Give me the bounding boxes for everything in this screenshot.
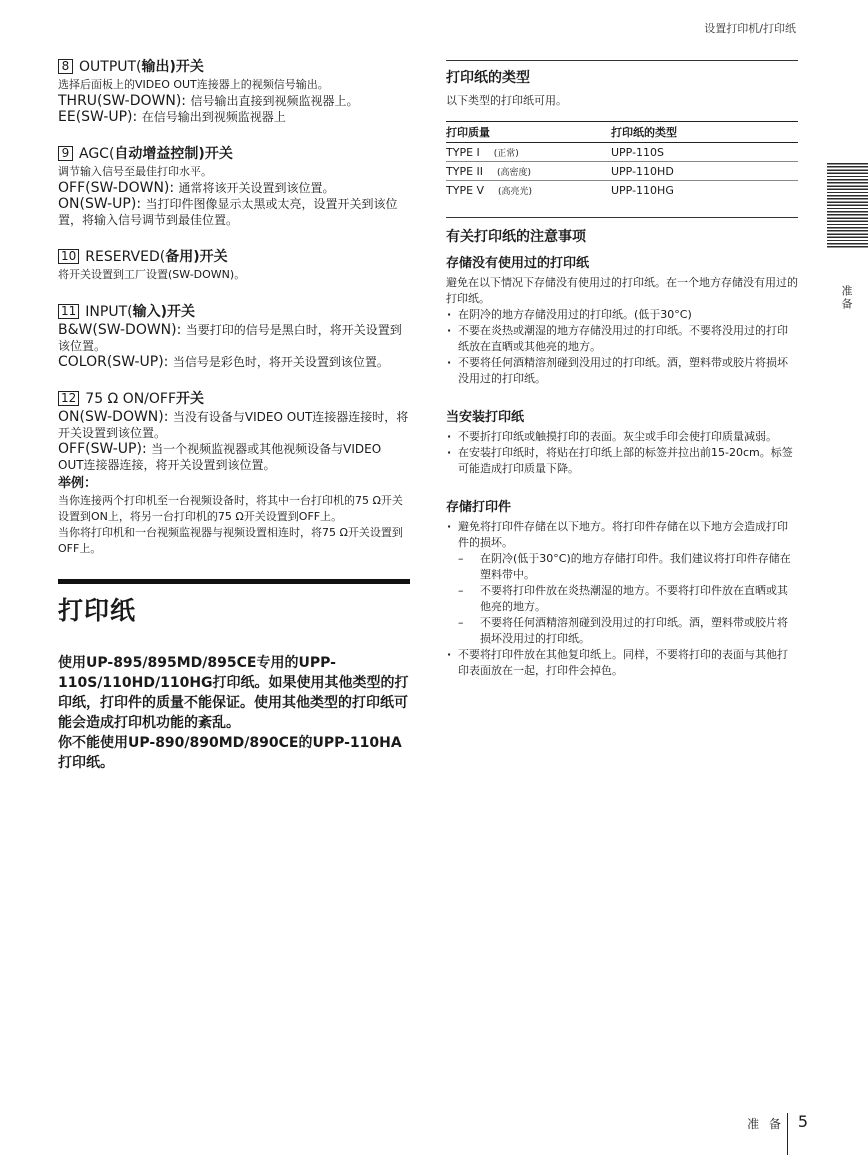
installing-section xyxy=(446,406,798,477)
switch-title: 11 INPUT(输入)开关 xyxy=(58,303,410,322)
item-number: 9 xyxy=(58,146,73,161)
list-item: · 不要在炎热或潮湿的地方存储没用过的打印纸。不要将没用过的打印纸放在直晒或其他亮的地方。 xyxy=(446,323,798,355)
item-number: 11 xyxy=(58,304,79,319)
switch-option: COLOR(SW-UP): 当信号是彩色时，将开关设置到该位置。 xyxy=(58,354,389,370)
switch-input xyxy=(58,303,410,370)
paper-types-table xyxy=(446,121,798,199)
list-item: · 在阴冷的地方存储没用过的打印纸。(低于30°C) xyxy=(446,307,798,323)
bullet-list xyxy=(446,307,798,387)
table-cell: TYPE II (高密度) xyxy=(446,162,611,181)
switch-title: 9 AGC(自动增益控制)开关 xyxy=(58,145,410,164)
example-text: 当你连接两个打印机至一台视频设备时，将其中一台打印机的75 Ω开关设置到ON上，将另一台打印机的75 Ω开关设置到OFF上。 xyxy=(58,494,403,523)
column-header: 打印纸的类型 xyxy=(611,122,798,143)
section-rule xyxy=(446,217,798,218)
switch-desc: 选择后面板上的VIDEO OUT连接器上的视频信号输出。 xyxy=(58,78,329,91)
side-tab-stripes xyxy=(827,163,868,248)
section-rule xyxy=(446,60,798,61)
subsection-desc: 避免在以下情况下存储没有使用过的打印纸。在一个地方存储没有用过的打印纸。 xyxy=(446,276,798,305)
switch-option: THRU(SW-DOWN): 信号输出直接到视频监视器上。 xyxy=(58,93,359,109)
running-header: 设置打印机/打印纸 xyxy=(704,22,796,35)
notes-title: 有关打印纸的注意事项 xyxy=(446,229,586,245)
switch-output xyxy=(58,58,410,125)
switch-option: OFF(SW-UP): 当一个视频监视器或其他视频设备与VIDEO OUT连接器连接，将开关设置到该位置。 xyxy=(58,441,382,472)
switch-name: OUTPUT( xyxy=(79,59,142,75)
switch-option: ON(SW-UP): 当打印件图像显示太黑或太亮，设置开关到该位置，将输入信号调节到最佳位置。 xyxy=(58,196,398,227)
switch-75ohm xyxy=(58,390,410,557)
footer-divider xyxy=(787,1113,788,1155)
bullet-list xyxy=(446,647,798,679)
bullet-list xyxy=(446,429,798,477)
table-row xyxy=(446,162,798,181)
subsection-title: 存储没有使用过的打印纸 xyxy=(446,256,590,271)
list-item: – 不要将任何酒精溶剂碰到没用过的打印纸。酒，塑料带或胶片将损坏没用过的打印纸。 xyxy=(446,615,798,647)
paper-types-title: 打印纸的类型 xyxy=(446,70,530,86)
section-rule xyxy=(58,579,410,584)
subsection-title: 当安装打印纸 xyxy=(446,410,525,425)
list-item: – 在阴冷(低于30°C)的地方存储打印件。我们建议将打印件存储在塑料带中。 xyxy=(446,551,798,583)
switch-option: B&W(SW-DOWN): 当要打印的信号是黑白时，将开关设置到该位置。 xyxy=(58,322,402,353)
storing-prints-section xyxy=(446,496,798,679)
example-title: 举例： xyxy=(58,476,98,491)
switch-agc xyxy=(58,145,410,228)
list-item: – 不要将打印件放在炎热潮湿的地方。不要将打印件放在直晒或其他亮的地方。 xyxy=(446,583,798,615)
list-item: · 不要将任何酒精溶剂碰到没用过的打印纸。酒，塑料带或胶片将损坏没用过的打印纸。 xyxy=(446,355,798,387)
example-text: 当你将打印机和一台视频监视器与视频设置相连时，将75 Ω开关设置到OFF上。 xyxy=(58,526,403,555)
table-cell: UPP-110HD xyxy=(611,162,798,181)
table-row xyxy=(446,181,798,200)
switch-option: OFF(SW-DOWN): 通常将该开关设置到该位置。 xyxy=(58,180,335,196)
footer-section-label: 准 备 xyxy=(747,1117,784,1131)
list-item: · 不要将打印件放在其他复印纸上。同样，不要将打印的表面与其他打印表面放在一起，打印件会掉色。 xyxy=(446,647,798,679)
page-number: 5 xyxy=(797,1112,808,1131)
switch-option: EE(SW-UP): 在信号输出到视频监视器上 xyxy=(58,109,286,125)
table-cell: TYPE I (正常) xyxy=(446,143,611,162)
switch-title: 10 RESERVED(备用)开关 xyxy=(58,248,410,267)
section-title-paper: 打印纸 xyxy=(58,596,137,625)
switch-reserved xyxy=(58,248,410,283)
storage-unused-section xyxy=(446,252,798,387)
paper-intro: 使用UP-895/895MD/895CE专用的UPP-110S/110HD/110HG打印纸。如果使用其他类型的打印纸，打印件的质量不能保证。使用其他类型的打印纸可能会造成打印机功能的紊乱。 你不能使用UP-890/890MD/890CE的UPP-110HA打印纸。 xyxy=(58,655,409,771)
switch-title xyxy=(58,58,410,77)
column-header: 打印质量 xyxy=(446,122,611,143)
switch-desc: 调节输入信号至最佳打印水平。 xyxy=(58,165,212,178)
list-item: · 在安装打印纸时，将贴在打印纸上部的标签并拉出前15-20cm。标签可能造成打印质量下降。 xyxy=(446,445,798,477)
side-tab-label: 准备 xyxy=(840,285,853,311)
dash-list xyxy=(446,551,798,647)
table-row xyxy=(446,143,798,162)
item-number: 12 xyxy=(58,391,79,406)
table-header-row xyxy=(446,122,798,143)
left-column xyxy=(58,58,410,773)
table-cell: TYPE V (高亮光) xyxy=(446,184,533,197)
subsection-title: 存储打印件 xyxy=(446,500,512,515)
list-item: · 避免将打印件存储在以下地方。将打印件存储在以下地方会造成打印件的损坏。 xyxy=(446,519,798,551)
list-item: · 不要折打印纸或触摸打印的表面。灰尘或手印会使打印质量减弱。 xyxy=(446,429,798,445)
switch-suffix: )开关 xyxy=(169,59,204,75)
table-cell: UPP-110HG xyxy=(611,184,674,197)
paper-types-desc: 以下类型的打印纸可用。 xyxy=(446,94,567,107)
switch-desc: 将开关设置到工厂设置(SW-DOWN)。 xyxy=(58,268,246,281)
switch-title: 12 75 Ω ON/OFF开关 xyxy=(58,390,410,409)
switch-name-cn: 输出 xyxy=(141,59,170,75)
bullet-list xyxy=(446,519,798,551)
item-number: 8 xyxy=(58,59,73,74)
right-column xyxy=(446,60,798,679)
table-cell: UPP-110S xyxy=(611,143,798,162)
switch-option: ON(SW-DOWN): 当没有设备与VIDEO OUT连接器连接时，将开关设置到该位置。 xyxy=(58,409,409,440)
item-number: 10 xyxy=(58,249,79,264)
